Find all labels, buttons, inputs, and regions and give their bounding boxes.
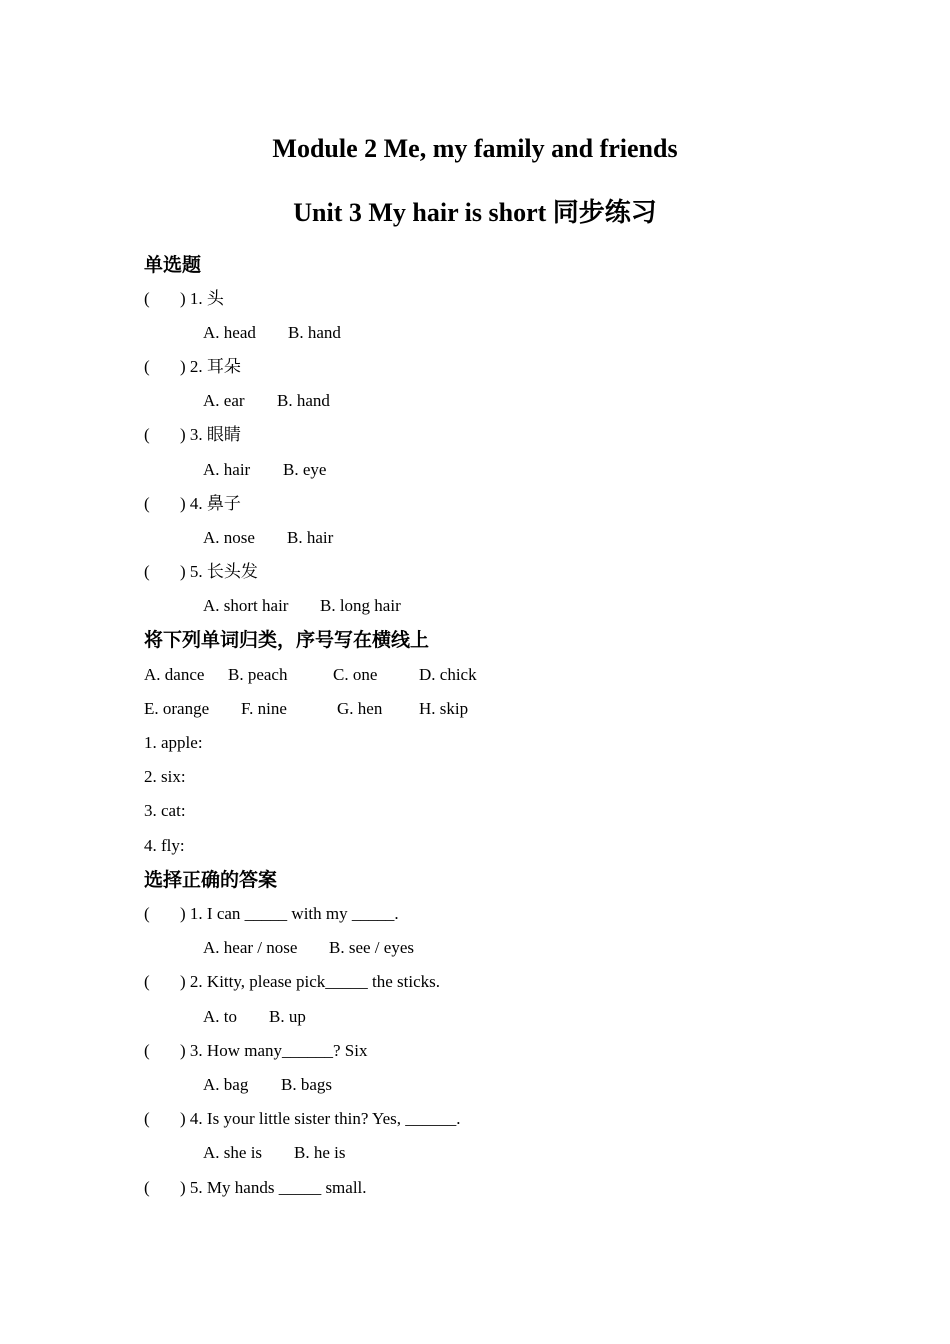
s1-question-3-options (203, 459, 326, 481)
category-item-1: 1. apple: (144, 733, 203, 752)
option-a: A. short hair (203, 596, 289, 615)
word-item: A. dance (144, 665, 205, 684)
page-subtitle: Unit 3 My hair is short 同步练习 (293, 198, 657, 227)
option-b: B. up (269, 1007, 306, 1026)
s3-question-4: ( ) 4. Is your little sister thin? Yes, ______. (144, 1109, 461, 1128)
s1-question-2-options (203, 390, 330, 412)
option-a: A. hear / nose (203, 938, 298, 957)
option-b: B. hair (287, 528, 334, 547)
s3-question-5: ( ) 5. My hands _____ small. (144, 1178, 367, 1197)
option-b: B. bags (281, 1075, 332, 1094)
option-b: B. hand (288, 323, 341, 342)
option-a: A. ear (203, 391, 245, 410)
section3-heading: 选择正确的答案 (144, 869, 278, 891)
word-item: G. hen (337, 699, 383, 718)
option-b: B. see / eyes (329, 938, 414, 957)
option-a: A. to (203, 1007, 237, 1026)
s1-question-3: ( ) 3. 眼睛 (144, 425, 241, 444)
option-a: A. head (203, 323, 256, 342)
word-item: H. skip (419, 699, 469, 718)
word-item: C. one (333, 665, 378, 684)
s1-question-2: ( ) 2. 耳朵 (144, 357, 241, 376)
category-item-3: 3. cat: (144, 801, 186, 820)
s3-question-3: ( ) 3. How many______? Six (144, 1041, 368, 1060)
s3-question-2-options (203, 1006, 306, 1028)
s3-question-4-options (203, 1142, 345, 1164)
option-a: A. she is (203, 1143, 263, 1162)
word-item: B. peach (228, 665, 288, 684)
word-bank-row-1 (144, 664, 477, 686)
option-b: B. hand (277, 391, 330, 410)
option-a: A. hair (203, 460, 251, 479)
option-b: B. he is (294, 1143, 346, 1162)
section1-heading: 单选题 (144, 254, 202, 276)
option-b: B. eye (283, 460, 327, 479)
s1-question-5-options (203, 595, 401, 617)
s1-question-4-options (203, 527, 333, 549)
option-b: B. long hair (320, 596, 401, 615)
s3-question-3-options (203, 1074, 332, 1096)
s3-question-2: ( ) 2. Kitty, please pick_____ the sticks. (144, 972, 440, 991)
word-item: F. nine (241, 699, 287, 718)
s3-question-1-options (203, 937, 414, 959)
word-item: D. chick (419, 665, 477, 684)
s1-question-4: ( ) 4. 鼻子 (144, 494, 241, 513)
page-title: Module 2 Me, my family and friends (272, 134, 678, 163)
s1-question-1-options (203, 322, 341, 344)
option-a: A. nose (203, 528, 255, 547)
s1-question-1: ( ) 1. 头 (144, 289, 224, 308)
word-item: E. orange (144, 699, 210, 718)
section2-heading: 将下列单词归类，序号写在横线上 (144, 629, 430, 651)
category-item-4: 4. fly: (144, 836, 185, 855)
option-a: A. bag (203, 1075, 249, 1094)
s3-question-1: ( ) 1. I can _____ with my _____. (144, 904, 399, 923)
s1-question-5: ( ) 5. 长头发 (144, 562, 258, 581)
word-bank-row-2 (144, 698, 468, 720)
category-item-2: 2. six: (144, 767, 186, 786)
